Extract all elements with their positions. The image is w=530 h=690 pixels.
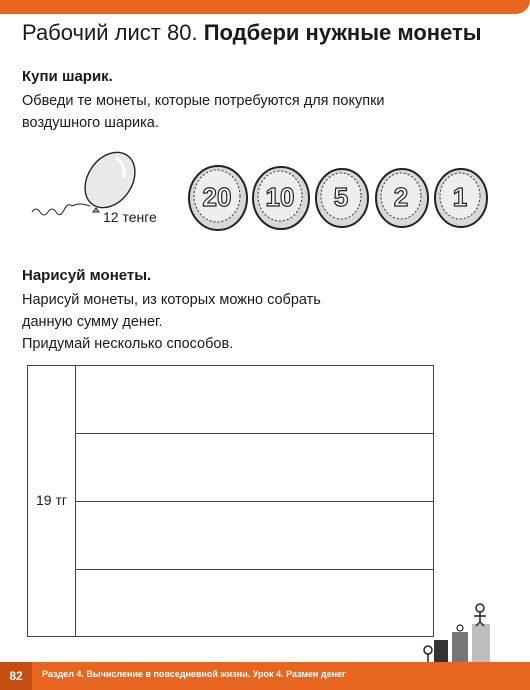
coin-2-label: 2 xyxy=(393,182,409,212)
footer xyxy=(0,662,530,690)
coin-1-label: 1 xyxy=(452,182,468,212)
section2-line2: данную сумму денег. xyxy=(22,314,163,330)
top-band xyxy=(0,0,530,14)
coin-10-label: 10 xyxy=(265,182,295,212)
coin-5[interactable] xyxy=(316,169,368,227)
coin-5-label: 5 xyxy=(333,182,349,212)
section2-line1: Нарисуй монеты, из которых можно собрать xyxy=(22,292,321,308)
footer-text: Раздел 4. Вычисление в повседневной жизни. Урок 4. Размен денег xyxy=(42,669,346,679)
coin-20[interactable] xyxy=(189,166,247,230)
drawing-grid xyxy=(27,365,434,637)
coin-2[interactable] xyxy=(376,169,428,227)
title-main: Подбери нужные монеты xyxy=(203,20,482,45)
page-title xyxy=(22,20,482,46)
coin-20-label: 20 xyxy=(202,182,232,212)
section1-line1: Обведи те монеты, которые потребуются для покупки xyxy=(22,93,385,109)
coins-row xyxy=(185,160,495,240)
section1-heading: Купи шарик. xyxy=(22,68,113,85)
progress-steps-icon xyxy=(422,600,492,662)
coin-1[interactable] xyxy=(435,169,487,227)
page-number: 82 xyxy=(0,662,32,690)
amount-label: 19 тг xyxy=(36,492,67,508)
coin-10[interactable] xyxy=(253,167,309,229)
section2-heading: Нарисуй монеты. xyxy=(22,267,152,284)
grid-row-line xyxy=(75,569,433,570)
section2-line3: Придумай несколько способов. xyxy=(22,336,234,352)
title-prefix: Рабочий лист 80. xyxy=(22,20,204,45)
section1-line2: воздушного шарика. xyxy=(22,115,159,131)
grid-row-line xyxy=(75,501,433,502)
balloon-price: 12 тенге xyxy=(103,209,157,225)
grid-row-line xyxy=(75,433,433,434)
